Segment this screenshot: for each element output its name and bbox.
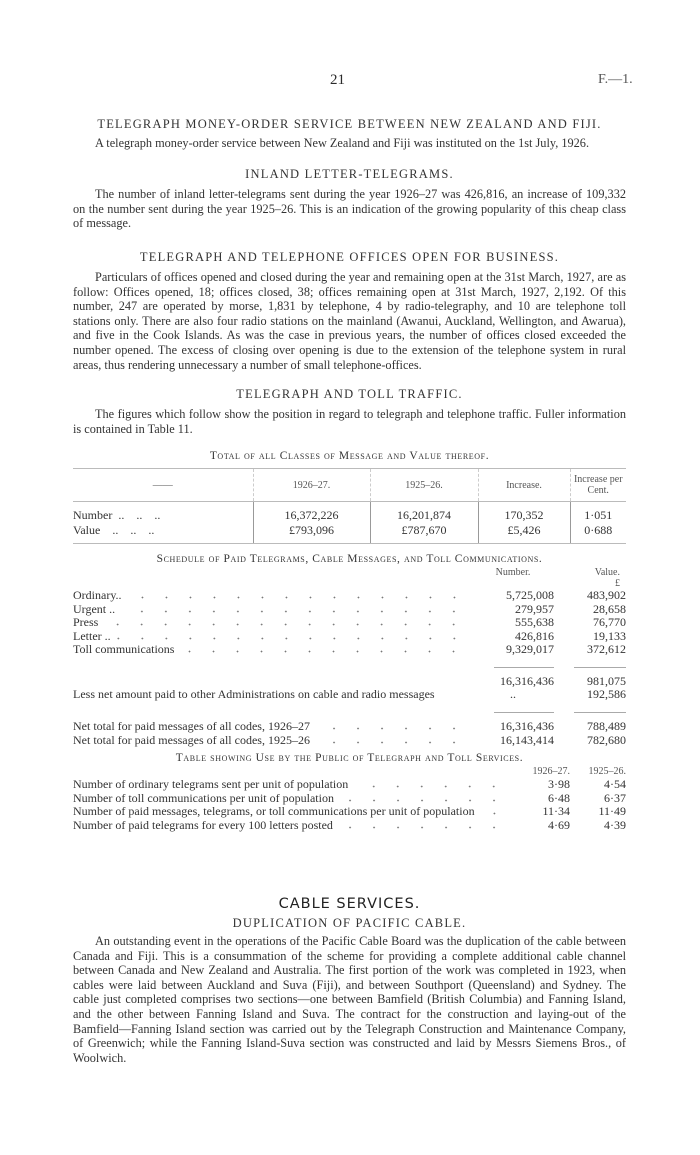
page-number: 21 — [330, 72, 345, 88]
cell-b: 4·39 — [604, 817, 626, 832]
col-value-header — [554, 567, 626, 589]
cell-b: 11·49 — [598, 804, 626, 819]
cell-b: 6·37 — [604, 790, 626, 805]
money-order-section — [73, 117, 626, 151]
row-label: Number .. .. .. — [73, 508, 161, 522]
subtotal-number: 16,316,436 — [500, 673, 554, 688]
table-caption: Total of all Classes of Message and Value thereof. — [209, 450, 490, 462]
document-reference: F.—1. — [598, 72, 633, 87]
dot-leader — [354, 785, 506, 788]
cell-number: 9,329,017 — [506, 642, 554, 657]
row-label: Number of ordinary telegrams sent per unit of population — [73, 777, 349, 791]
dot-leader — [481, 812, 506, 815]
cell-value: 788,489 — [587, 719, 626, 734]
cell-a: 4·69 — [548, 817, 570, 832]
cell: 16,201,874 — [370, 502, 478, 524]
table-row — [73, 778, 626, 792]
cell: £787,670 — [370, 523, 478, 544]
offices-section — [73, 250, 626, 372]
cell-value: 28,658 — [593, 601, 626, 616]
cell-number: 426,816 — [515, 628, 554, 643]
cell-number: 16,316,436 — [500, 719, 554, 734]
net-total-rows — [73, 720, 626, 747]
cell: 170,352 — [478, 502, 570, 524]
section-heading: TELEGRAPH MONEY-ORDER SERVICE BETWEEN NEW ZEALAND AND FIJI. — [97, 117, 602, 131]
paragraph: An outstanding event in the operations of the Pacific Cable Board was the duplication of the cable between Canada and Fiji. This is a consummation of the scheme for providing a complete additional cable channel between Canada and New Zealand and Australia. The first portion of the work was completed in 1923, when cables were laid between Auckland and Suva (Fiji), and between Southport (Queensland) and Sydney. The cable just completed comprises two sections—one between Bamfield (British Columbia) and Fanning Island, and the other between Fanning Island and Suva. The contract for the construction and laying-out of the Bamfield—Fanning Island section was carried out by the Telegraph Construction and Maintenance Company, of Greenwich; while the Fanning Island-Suva section was constructed and laid by Messrs Siemens Bros., of Woolwich. — [73, 934, 626, 1065]
table-row — [73, 589, 626, 603]
section-heading: CABLE SERVICES. — [278, 896, 421, 912]
cell: £5,426 — [478, 523, 570, 544]
table-row — [73, 792, 626, 806]
dot-leader — [316, 727, 466, 730]
header-blank: —— — [73, 469, 253, 502]
schedule-rows — [73, 589, 626, 657]
row-label: Number of paid telegrams for every 100 letters posted — [73, 817, 333, 832]
row-label: Less net amount paid to other Administrations on cable and radio messages — [73, 687, 435, 702]
cell: 16,372,226 — [253, 502, 370, 524]
table-row — [73, 819, 626, 833]
less-number: .. — [510, 687, 516, 702]
row-label: Urgent .. — [73, 601, 116, 616]
table-row — [73, 523, 626, 544]
use-rows — [73, 778, 626, 832]
dot-leader — [128, 596, 466, 599]
row-label: Ordinary.. — [73, 588, 122, 602]
cell-a: 3·98 — [548, 777, 570, 791]
cell-a: 11·34 — [542, 804, 570, 819]
totals-table — [73, 468, 626, 544]
row-label: Net total for paid messages of all codes, 1926–27 — [73, 719, 310, 734]
cell-value: 483,902 — [587, 588, 626, 602]
table-header-row — [73, 469, 626, 502]
row-label: Net total for paid messages of all codes, 1925–26 — [73, 732, 310, 747]
row-label: Toll communications — [73, 642, 175, 657]
letter-telegrams-section — [73, 167, 626, 231]
paragraph: Particulars of offices opened and closed during the year and remaining open at the 31st March, 1927, are as follow: Offices opened, 18; offices closed, 38; offices remaining open at 31st March, 1927, 2,192. Of this number, 247 are operated by morse, 1,831 by telephone, 4 by radio-telegraphy, and 10 are telephone toll stations only. There are also four radio stations on the mainland (Awanui, Auckland, Wellington, and Awarua), and five in the Cook Islands. As was the case in previous years, the number of offices closed exceeded the number opened. The excess of closing over opening is due to the extension of the telephone system in rural areas, thus rendering unnecessary a number of small telephone-offices. — [73, 270, 626, 372]
header-increase: Increase. — [478, 469, 570, 502]
table-row — [73, 720, 626, 734]
row-label: Number of toll communications per unit of population — [73, 790, 334, 805]
table-caption: Table showing Use by the Public of Telegraph and Toll Services. — [175, 752, 524, 764]
cell-value: 19,133 — [593, 628, 626, 643]
dot-leader — [121, 610, 466, 613]
table-row — [73, 805, 626, 819]
section-heading: TELEGRAPH AND TELEPHONE OFFICES OPEN FOR BUSINESS. — [139, 250, 560, 264]
schedule-block — [73, 553, 626, 748]
table-row — [73, 603, 626, 617]
cell-number: 279,957 — [515, 601, 554, 616]
cell-b: 4·54 — [604, 777, 626, 791]
cell: £793,096 — [253, 523, 370, 544]
dot-leader — [180, 650, 466, 653]
toll-traffic-section — [73, 387, 626, 436]
header-1925-26: 1925–26. — [370, 469, 478, 502]
header-1926-27: 1926–27. — [253, 469, 370, 502]
cell: 1·051 — [570, 502, 626, 524]
col-value-unit: £ — [615, 578, 620, 589]
paragraph: The figures which follow show the position in regard to telegraph and telephone traffic. Fuller information is contained in Table 11. — [73, 407, 626, 436]
col-number-header: Number. — [495, 567, 531, 578]
table-row — [73, 734, 626, 748]
totals-table-block — [73, 450, 626, 544]
subtotal-row — [73, 675, 626, 689]
less-value: 192,586 — [587, 687, 626, 702]
row-label: Number of paid messages, telegrams, or toll communications per unit of population — [73, 804, 475, 819]
section-heading: TELEGRAPH AND TOLL TRAFFIC. — [236, 387, 463, 401]
dot-leader — [316, 741, 466, 744]
cell-number: 5,725,008 — [506, 588, 554, 602]
section-heading: INLAND LETTER-TELEGRAMS. — [245, 167, 454, 181]
col-1925-26-header: 1925–26. — [588, 766, 626, 777]
cell-a: 6·48 — [548, 790, 570, 805]
col-1926-27-header: 1926–27. — [532, 766, 570, 777]
paragraph: A telegraph money-order service between New Zealand and Fiji was instituted on the 1st July, 1926. — [95, 136, 590, 150]
table-row — [73, 643, 626, 657]
dot-leader — [104, 623, 466, 626]
table-caption: Schedule of Paid Telegrams, Cable Messages, and Toll Communications. — [156, 553, 543, 565]
use-table-block — [73, 752, 626, 832]
dot-leader — [339, 826, 506, 829]
dot-leader — [117, 637, 466, 640]
cell-value: 372,612 — [587, 642, 626, 657]
cell: 0·688 — [570, 523, 626, 544]
cell-value: 782,680 — [587, 732, 626, 747]
subsection-heading: DUPLICATION OF PACIFIC CABLE. — [232, 916, 467, 930]
cable-section — [73, 896, 626, 1065]
table-row — [73, 616, 626, 630]
cell-value: 76,770 — [593, 615, 626, 630]
header-increase-per-cent: Increase per Cent. — [570, 469, 626, 502]
cell-number: 555,638 — [515, 615, 554, 630]
row-label: Letter .. — [73, 628, 111, 643]
dot-leader — [340, 799, 506, 802]
row-label: Value .. .. .. — [73, 523, 253, 544]
table-row — [73, 630, 626, 644]
cell-number: 16,143,414 — [500, 732, 554, 747]
paragraph: The number of inland letter-telegrams sent during the year 1926–27 was 426,816, an increase of 109,332 on the number sent during the year 1925–26. This is an indication of the growing popularity of this cheap class of message. — [73, 187, 626, 231]
subtotal-value: 981,075 — [587, 673, 626, 688]
table-row — [73, 502, 626, 524]
less-row — [73, 688, 626, 702]
row-label: Press — [73, 615, 99, 630]
col-value-label: Value. — [594, 567, 620, 578]
